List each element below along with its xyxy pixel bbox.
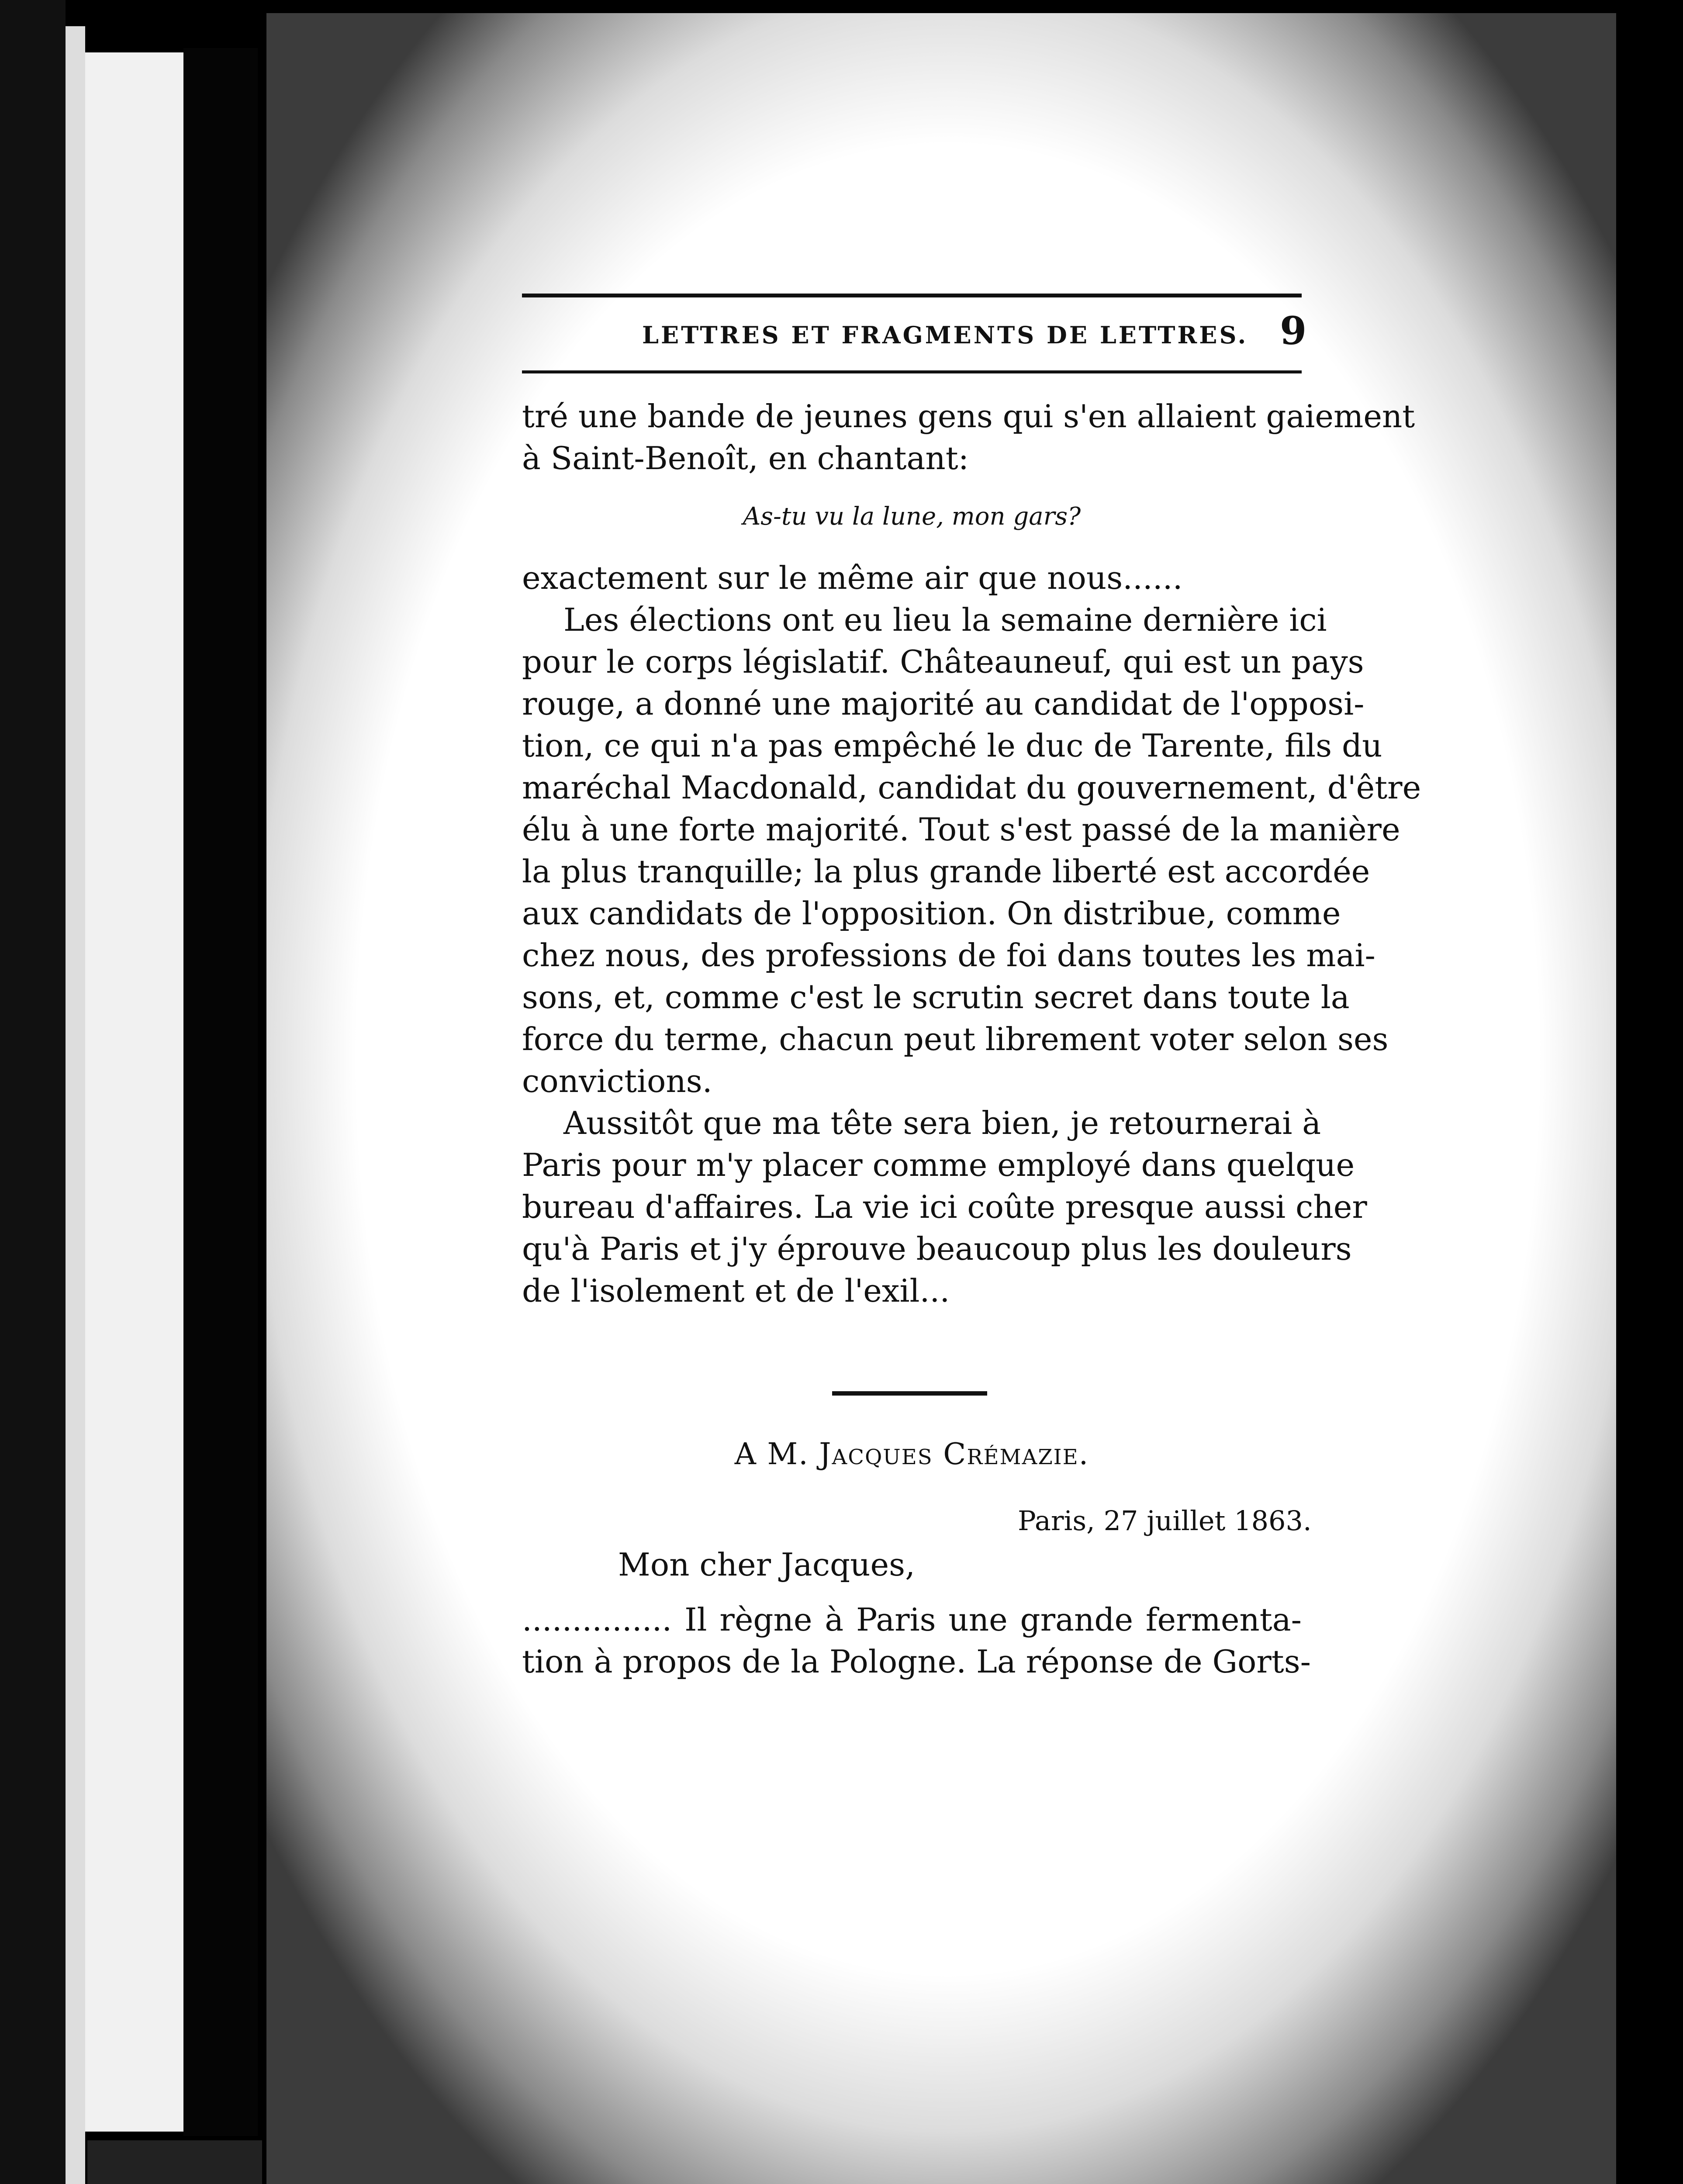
text-line: aux candidats de l'opposition. On distribue, comme [522, 895, 1341, 932]
text-line: de l'isolement et de l'exil... [522, 1272, 950, 1309]
text-line: Paris pour m'y placer comme employé dans quelque [522, 1147, 1355, 1183]
section-separator-rule [832, 1391, 987, 1396]
letter-dateline: Paris, 27 juillet 1863. [1018, 1505, 1312, 1537]
text-line: qu'à Paris et j'y éprouve beaucoup plus les douleurs [522, 1230, 1352, 1267]
scan-border-left [0, 0, 66, 2184]
text-line: rouge, a donné une majorité au candidat de l'opposi- [522, 685, 1365, 722]
paragraph-return-to-paris [522, 1102, 1367, 1312]
text-line: exactement sur le même air que nous...... [522, 560, 1183, 596]
letter-body [522, 1599, 1311, 1683]
text-line: force du terme, chacun peut librement voter selon ses [522, 1021, 1389, 1057]
scan-border-strip-dark [183, 48, 258, 2136]
text-line: élu à une forte majorité. Tout s'est passé de la manière [522, 811, 1400, 848]
scan-border-bottom [87, 2140, 262, 2184]
text-line: Les élections ont eu lieu la semaine dernière ici [563, 601, 1327, 638]
running-title: LETTRES ET FRAGMENTS DE LETTRES. [642, 321, 1248, 349]
text-line: à Saint-Benoît, en chantant: [522, 440, 969, 477]
text-line: ............... Il règne à Paris une grande fermenta- [522, 1601, 1302, 1638]
header-top-rule [522, 294, 1302, 297]
text-line: tion, ce qui n'a pas empêché le duc de Tarente, fils du [522, 727, 1382, 764]
text-line: tré une bande de jeunes gens qui s'en allaient gaiement [522, 398, 1415, 435]
scan-border-right [1616, 0, 1683, 2184]
text-line: la plus tranquille; la plus grande liberté est accordée [522, 853, 1370, 890]
text-line: pour le corps législatif. Châteauneuf, qui est un pays [522, 643, 1364, 680]
paragraph-elections [522, 599, 1421, 1102]
text-line: bureau d'affaires. La vie ici coûte presque aussi cher [522, 1189, 1367, 1225]
text-line: tion à propos de la Pologne. La réponse de Gorts- [522, 1643, 1311, 1680]
header-bottom-rule [522, 370, 1302, 373]
text-line: sons, et, comme c'est le scrutin secret dans toute la [522, 979, 1350, 1016]
letter-heading: A M. Jacques Crémazie. [734, 1437, 1089, 1472]
text-line: chez nous, des professions de foi dans toutes les mai- [522, 937, 1375, 974]
after-quote-line [522, 557, 1302, 599]
letter-salutation: Mon cher Jacques, [618, 1546, 915, 1583]
verse-quote: As-tu vu la lune, mon gars? [743, 502, 1081, 531]
scan-border-strip-light [85, 52, 183, 2132]
text-line: maréchal Macdonald, candidat du gouvernement, d'être [522, 769, 1421, 806]
text-line: Aussitôt que ma tête sera bien, je retournerai à [563, 1105, 1321, 1141]
opening-lines [522, 395, 1415, 479]
scan-border-strip [66, 26, 85, 2184]
text-line: convictions. [522, 1063, 712, 1099]
page-number: 9 [1280, 308, 1307, 353]
